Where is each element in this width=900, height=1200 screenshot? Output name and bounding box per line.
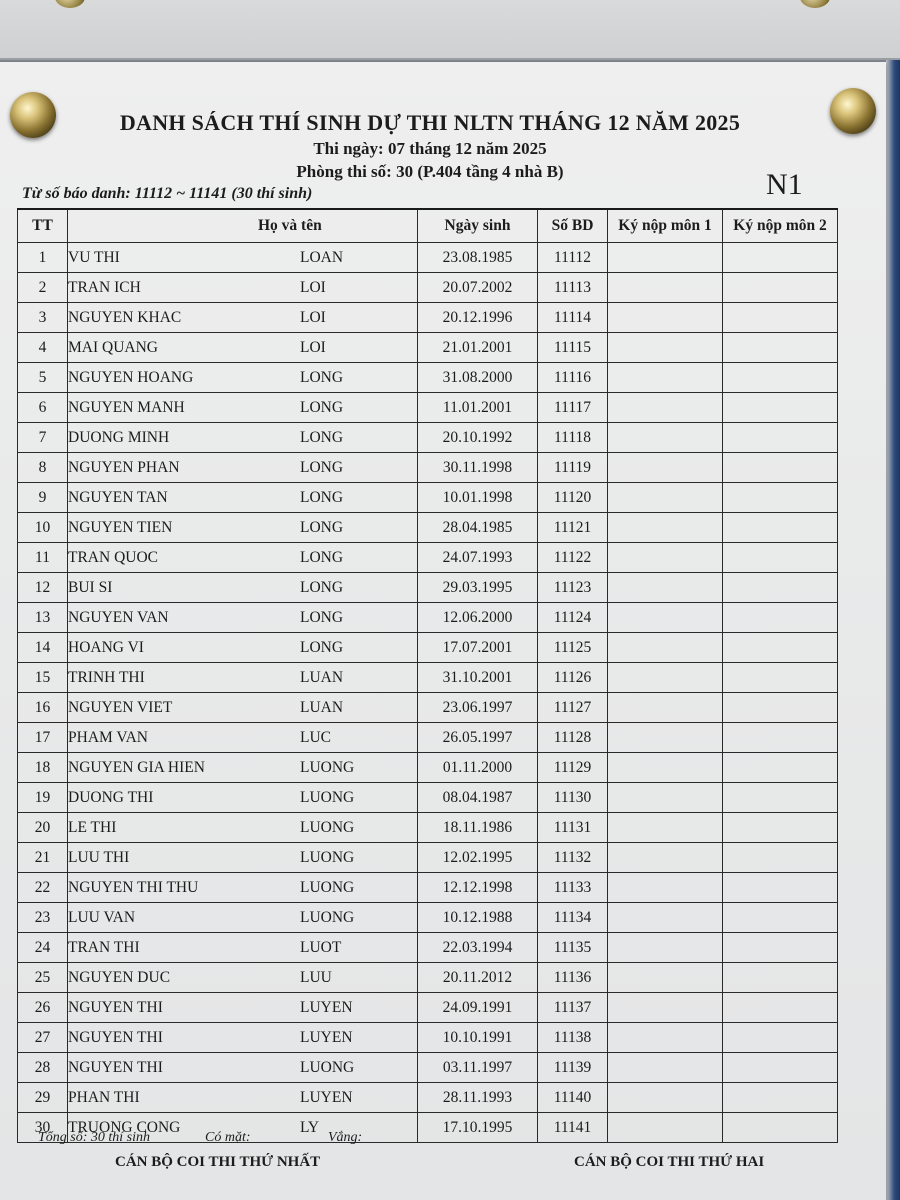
birth-date: 12.12.1998 [418, 873, 538, 903]
candidate-name [68, 663, 418, 693]
table-row [18, 363, 838, 393]
birth-date: 24.07.1993 [418, 543, 538, 573]
signature-cell-2[interactable] [723, 693, 838, 723]
signature-cell-2[interactable] [723, 243, 838, 273]
candidate-given-name: LY [300, 1118, 320, 1136]
birth-date: 26.05.1997 [418, 723, 538, 753]
candidate-name [68, 603, 418, 633]
row-number: 9 [18, 483, 68, 513]
row-number: 2 [18, 273, 68, 303]
row-number: 23 [18, 903, 68, 933]
table-row [18, 933, 838, 963]
birth-date: 18.11.1986 [418, 813, 538, 843]
signature-cell-1[interactable] [608, 1113, 723, 1143]
signature-cell-2[interactable] [723, 1053, 838, 1083]
candidate-name [68, 513, 418, 543]
candidate-number: 11132 [538, 843, 608, 873]
birth-date: 28.04.1985 [418, 513, 538, 543]
signature-cell-2[interactable] [723, 963, 838, 993]
table-row [18, 453, 838, 483]
candidate-given-name: LONG [300, 458, 344, 476]
signature-cell-2[interactable] [723, 273, 838, 303]
candidate-given-name: LUONG [300, 848, 355, 866]
candidate-surname: PHAM VAN [68, 728, 148, 746]
signature-cell-2[interactable] [723, 513, 838, 543]
room-code: N1 [766, 168, 803, 201]
candidate-surname: LUU VAN [68, 908, 136, 926]
candidate-number: 11125 [538, 633, 608, 663]
row-number: 8 [18, 453, 68, 483]
birth-date: 08.04.1987 [418, 783, 538, 813]
pushpin-icon [55, 0, 85, 8]
signature-cell-1[interactable] [608, 273, 723, 303]
candidate-given-name: LUONG [300, 788, 355, 806]
table-row [18, 543, 838, 573]
candidate-surname: NGUYEN VAN [68, 608, 169, 626]
signature-cell-1[interactable] [608, 873, 723, 903]
signature-cell-2[interactable] [723, 933, 838, 963]
candidate-number: 11134 [538, 903, 608, 933]
signature-cell-1[interactable] [608, 1053, 723, 1083]
candidate-name [68, 843, 418, 873]
candidate-given-name: LUC [300, 728, 331, 746]
candidate-surname: LE THI [68, 818, 117, 836]
table-row [18, 663, 838, 693]
row-number: 10 [18, 513, 68, 543]
candidate-number: 11116 [538, 363, 608, 393]
candidate-name [68, 363, 418, 393]
table-row [18, 903, 838, 933]
signature-cell-2[interactable] [723, 303, 838, 333]
board-edge [886, 60, 900, 1200]
row-number: 30 [18, 1113, 68, 1143]
candidate-surname: VU THI [68, 248, 120, 266]
row-number: 6 [18, 393, 68, 423]
birth-date: 30.11.1998 [418, 453, 538, 483]
candidate-number: 11120 [538, 483, 608, 513]
signature-cell-2[interactable] [723, 333, 838, 363]
proctor-1-label: CÁN BỘ COI THI THỨ NHẤT [115, 1154, 321, 1170]
candidate-number: 11126 [538, 663, 608, 693]
candidate-given-name: LUONG [300, 908, 355, 926]
candidate-given-name: LUONG [300, 1058, 355, 1076]
exam-room: Phòng thi số: 30 (P.404 tầng 4 nhà B) [296, 162, 564, 181]
signature-cell-1[interactable] [608, 333, 723, 363]
row-number: 3 [18, 303, 68, 333]
birth-date: 01.11.2000 [418, 753, 538, 783]
candidate-given-name: LUAN [300, 698, 344, 716]
candidate-given-name: LUAN [300, 668, 344, 686]
candidate-number: 11131 [538, 813, 608, 843]
table-row [18, 483, 838, 513]
candidate-given-name: LONG [300, 608, 344, 626]
total-candidates: Tổng số: 30 thí sinh [38, 1130, 151, 1145]
signature-cell-2[interactable] [723, 723, 838, 753]
candidate-surname: NGUYEN PHAN [68, 458, 180, 476]
table-row [18, 753, 838, 783]
column-header-sign-1: Ký nộp môn 1 [608, 209, 723, 243]
candidate-surname: TRAN THI [68, 938, 140, 956]
candidate-number: 11129 [538, 753, 608, 783]
candidate-table [17, 208, 838, 1143]
birth-date: 20.12.1996 [418, 303, 538, 333]
birth-date: 21.01.2001 [418, 333, 538, 363]
candidate-name [68, 633, 418, 663]
birth-date: 20.07.2002 [418, 273, 538, 303]
table-row [18, 1053, 838, 1083]
birth-date: 10.10.1991 [418, 1023, 538, 1053]
candidate-surname: NGUYEN THI [68, 998, 163, 1016]
signature-cell-2[interactable] [723, 813, 838, 843]
candidate-number: 11115 [538, 333, 608, 363]
signature-cell-1[interactable] [608, 303, 723, 333]
candidate-name [68, 423, 418, 453]
candidate-name [68, 873, 418, 903]
candidate-given-name: LOAN [300, 248, 344, 266]
candidate-surname: DUONG THI [68, 788, 154, 806]
candidate-name [68, 753, 418, 783]
table-row [18, 633, 838, 663]
birth-date: 11.01.2001 [418, 393, 538, 423]
candidate-name [68, 993, 418, 1023]
candidate-number: 11119 [538, 453, 608, 483]
candidate-given-name: LUYEN [300, 1088, 353, 1106]
table-row [18, 603, 838, 633]
row-number: 18 [18, 753, 68, 783]
document-title: DANH SÁCH THÍ SINH DỰ THI NLTN THÁNG 12 NĂM 2025 [119, 110, 741, 135]
signature-cell-1[interactable] [608, 483, 723, 513]
candidate-name [68, 813, 418, 843]
birth-date: 31.10.2001 [418, 663, 538, 693]
signature-cell-1[interactable] [608, 993, 723, 1023]
signature-cell-2[interactable] [723, 423, 838, 453]
row-number: 22 [18, 873, 68, 903]
birth-date: 20.10.1992 [418, 423, 538, 453]
present-label: Có mặt: [205, 1130, 251, 1145]
candidate-number: 11137 [538, 993, 608, 1023]
birth-date: 12.06.2000 [418, 603, 538, 633]
candidate-number-range: Từ số báo danh: 11112 ~ 11141 (30 thí sinh) [22, 185, 313, 202]
signature-cell-1[interactable] [608, 843, 723, 873]
signature-cell-2[interactable] [723, 663, 838, 693]
candidate-surname: TRAN ICH [68, 278, 141, 296]
candidate-surname: NGUYEN HOANG [68, 368, 194, 386]
signature-cell-1[interactable] [608, 513, 723, 543]
candidate-surname: NGUYEN MANH [68, 398, 185, 416]
birth-date: 23.06.1997 [418, 693, 538, 723]
candidate-given-name: LUYEN [300, 1028, 353, 1046]
proctor-2-label: CÁN BỘ COI THI THỨ HAI [574, 1154, 765, 1170]
signature-cell-1[interactable] [608, 963, 723, 993]
signature-cell-1[interactable] [608, 543, 723, 573]
signature-cell-1[interactable] [608, 723, 723, 753]
candidate-number: 11138 [538, 1023, 608, 1053]
candidate-name [68, 1053, 418, 1083]
absent-label: Vắng: [328, 1130, 363, 1145]
signature-cell-2[interactable] [723, 783, 838, 813]
table-row [18, 873, 838, 903]
candidate-number: 11141 [538, 1113, 608, 1143]
candidate-given-name: LONG [300, 368, 344, 386]
candidate-surname: NGUYEN DUC [68, 968, 171, 986]
signature-cell-1[interactable] [608, 423, 723, 453]
candidate-name [68, 303, 418, 333]
candidate-name [68, 393, 418, 423]
candidate-given-name: LONG [300, 428, 344, 446]
candidate-name [68, 243, 418, 273]
candidate-name [68, 903, 418, 933]
candidate-name [68, 1083, 418, 1113]
candidate-given-name: LOI [300, 338, 326, 356]
table-row [18, 303, 838, 333]
birth-date: 24.09.1991 [418, 993, 538, 1023]
candidate-given-name: LOI [300, 308, 326, 326]
candidate-surname: LUU THI [68, 848, 130, 866]
row-number: 21 [18, 843, 68, 873]
signature-cell-2[interactable] [723, 543, 838, 573]
candidate-surname: NGUYEN THI [68, 1028, 163, 1046]
row-number: 11 [18, 543, 68, 573]
candidate-surname: NGUYEN TIEN [68, 518, 173, 536]
candidate-number: 11121 [538, 513, 608, 543]
birth-date: 03.11.1997 [418, 1053, 538, 1083]
birth-date: 29.03.1995 [418, 573, 538, 603]
birth-date: 22.03.1994 [418, 933, 538, 963]
candidate-surname: HOANG VI [68, 638, 144, 656]
candidate-surname: DUONG MINH [68, 428, 170, 446]
row-number: 25 [18, 963, 68, 993]
row-number: 13 [18, 603, 68, 633]
candidate-given-name: LUOT [300, 938, 342, 956]
candidate-surname: TRUONG CONG [68, 1118, 181, 1136]
signature-cell-1[interactable] [608, 1023, 723, 1053]
signature-cell-2[interactable] [723, 483, 838, 513]
candidate-given-name: LONG [300, 518, 344, 536]
candidate-surname: NGUYEN GIA HIEN [68, 758, 205, 776]
candidate-name [68, 273, 418, 303]
birth-date: 20.11.2012 [418, 963, 538, 993]
row-number: 1 [18, 243, 68, 273]
row-number: 27 [18, 1023, 68, 1053]
table-row [18, 573, 838, 603]
signature-cell-1[interactable] [608, 453, 723, 483]
candidate-given-name: LUYEN [300, 998, 353, 1016]
candidate-name [68, 933, 418, 963]
candidate-number: 11118 [538, 423, 608, 453]
signature-cell-2[interactable] [723, 1083, 838, 1113]
signature-cell-1[interactable] [608, 783, 723, 813]
candidate-surname: NGUYEN KHAC [68, 308, 182, 326]
candidate-number: 11127 [538, 693, 608, 723]
signature-cell-2[interactable] [723, 753, 838, 783]
table-row [18, 813, 838, 843]
birth-date: 12.02.1995 [418, 843, 538, 873]
table-row [18, 273, 838, 303]
candidate-number: 11136 [538, 963, 608, 993]
candidate-name [68, 483, 418, 513]
candidate-name [68, 723, 418, 753]
candidate-given-name: LUONG [300, 818, 355, 836]
signature-cell-1[interactable] [608, 933, 723, 963]
signature-cell-2[interactable] [723, 873, 838, 903]
row-number: 19 [18, 783, 68, 813]
candidate-number: 11124 [538, 603, 608, 633]
candidate-given-name: LUONG [300, 878, 355, 896]
candidate-number: 11128 [538, 723, 608, 753]
candidate-given-name: LONG [300, 548, 344, 566]
candidate-surname: TRAN QUOC [68, 548, 158, 566]
table-row [18, 1023, 838, 1053]
table-row [18, 243, 838, 273]
table-row [18, 843, 838, 873]
candidate-surname: NGUYEN TAN [68, 488, 168, 506]
column-header-dob: Ngày sinh [418, 209, 538, 243]
row-number: 4 [18, 333, 68, 363]
candidate-number: 11135 [538, 933, 608, 963]
table-row [18, 963, 838, 993]
candidate-surname: NGUYEN THI [68, 1058, 163, 1076]
birth-date: 10.12.1988 [418, 903, 538, 933]
table-header-row [18, 209, 838, 243]
column-header-tt: TT [18, 209, 68, 243]
signature-cell-1[interactable] [608, 663, 723, 693]
birth-date: 31.08.2000 [418, 363, 538, 393]
table-row [18, 393, 838, 423]
signature-cell-1[interactable] [608, 393, 723, 423]
candidate-number: 11140 [538, 1083, 608, 1113]
signature-cell-2[interactable] [723, 573, 838, 603]
candidate-surname: NGUYEN VIET [68, 698, 173, 716]
signature-cell-1[interactable] [608, 693, 723, 723]
birth-date: 23.08.1985 [418, 243, 538, 273]
candidate-number: 11133 [538, 873, 608, 903]
table-row [18, 423, 838, 453]
candidate-name [68, 963, 418, 993]
candidate-surname: PHAN THI [68, 1088, 140, 1106]
pushpin-icon [800, 0, 830, 8]
candidate-name [68, 333, 418, 363]
candidate-number: 11122 [538, 543, 608, 573]
table-row [18, 1083, 838, 1113]
row-number: 15 [18, 663, 68, 693]
row-number: 5 [18, 363, 68, 393]
table-row [18, 513, 838, 543]
signature-cell-2[interactable] [723, 363, 838, 393]
signature-cell-2[interactable] [723, 603, 838, 633]
signature-cell-2[interactable] [723, 903, 838, 933]
table-row [18, 993, 838, 1023]
background-sheet [0, 0, 900, 60]
signature-cell-2[interactable] [723, 393, 838, 423]
signature-cell-2[interactable] [723, 993, 838, 1023]
candidate-number: 11117 [538, 393, 608, 423]
candidate-given-name: LONG [300, 578, 344, 596]
candidate-surname: BUI SI [68, 578, 113, 596]
candidate-given-name: LONG [300, 638, 344, 656]
signature-cell-1[interactable] [608, 633, 723, 663]
signature-cell-1[interactable] [608, 753, 723, 783]
signature-cell-2[interactable] [723, 1023, 838, 1053]
candidate-name [68, 783, 418, 813]
candidate-given-name: LONG [300, 398, 344, 416]
table-row [18, 723, 838, 753]
row-number: 26 [18, 993, 68, 1023]
candidate-number: 11113 [538, 273, 608, 303]
exam-date: Thi ngày: 07 tháng 12 năm 2025 [313, 139, 547, 158]
table-row [18, 693, 838, 723]
candidate-name [68, 693, 418, 723]
candidate-number: 11130 [538, 783, 608, 813]
candidate-surname: TRINH THI [68, 668, 145, 686]
signature-cell-2[interactable] [723, 843, 838, 873]
row-number: 29 [18, 1083, 68, 1113]
signature-cell-2[interactable] [723, 1113, 838, 1143]
exam-roster-sheet [0, 62, 886, 1200]
candidate-number: 11114 [538, 303, 608, 333]
birth-date: 17.07.2001 [418, 633, 538, 663]
signature-cell-1[interactable] [608, 1083, 723, 1113]
candidate-name [68, 543, 418, 573]
signature-cell-2[interactable] [723, 633, 838, 663]
candidate-number: 11123 [538, 573, 608, 603]
candidate-given-name: LUU [300, 968, 332, 986]
birth-date: 28.11.1993 [418, 1083, 538, 1113]
birth-date: 17.10.1995 [418, 1113, 538, 1143]
candidate-number: 11112 [538, 243, 608, 273]
signature-cell-1[interactable] [608, 603, 723, 633]
table-row [18, 333, 838, 363]
candidate-given-name: LONG [300, 488, 344, 506]
signature-cell-1[interactable] [608, 573, 723, 603]
column-header-name: Họ và tên [68, 209, 418, 243]
row-number: 24 [18, 933, 68, 963]
candidate-number: 11139 [538, 1053, 608, 1083]
candidate-name [68, 453, 418, 483]
candidate-surname: MAI QUANG [68, 338, 158, 356]
column-header-sign-2: Ký nộp môn 2 [723, 209, 838, 243]
candidate-name [68, 573, 418, 603]
row-number: 14 [18, 633, 68, 663]
row-number: 28 [18, 1053, 68, 1083]
row-number: 7 [18, 423, 68, 453]
row-number: 17 [18, 723, 68, 753]
row-number: 16 [18, 693, 68, 723]
signature-cell-1[interactable] [608, 363, 723, 393]
row-number: 12 [18, 573, 68, 603]
signature-cell-1[interactable] [608, 243, 723, 273]
row-number: 20 [18, 813, 68, 843]
table-row [18, 783, 838, 813]
signature-cell-2[interactable] [723, 453, 838, 483]
birth-date: 10.01.1998 [418, 483, 538, 513]
candidate-given-name: LOI [300, 278, 326, 296]
signature-cell-1[interactable] [608, 903, 723, 933]
candidate-name [68, 1023, 418, 1053]
column-header-sbd: Số BD [538, 209, 608, 243]
signature-cell-1[interactable] [608, 813, 723, 843]
candidate-surname: NGUYEN THI THU [68, 878, 199, 896]
candidate-given-name: LUONG [300, 758, 355, 776]
